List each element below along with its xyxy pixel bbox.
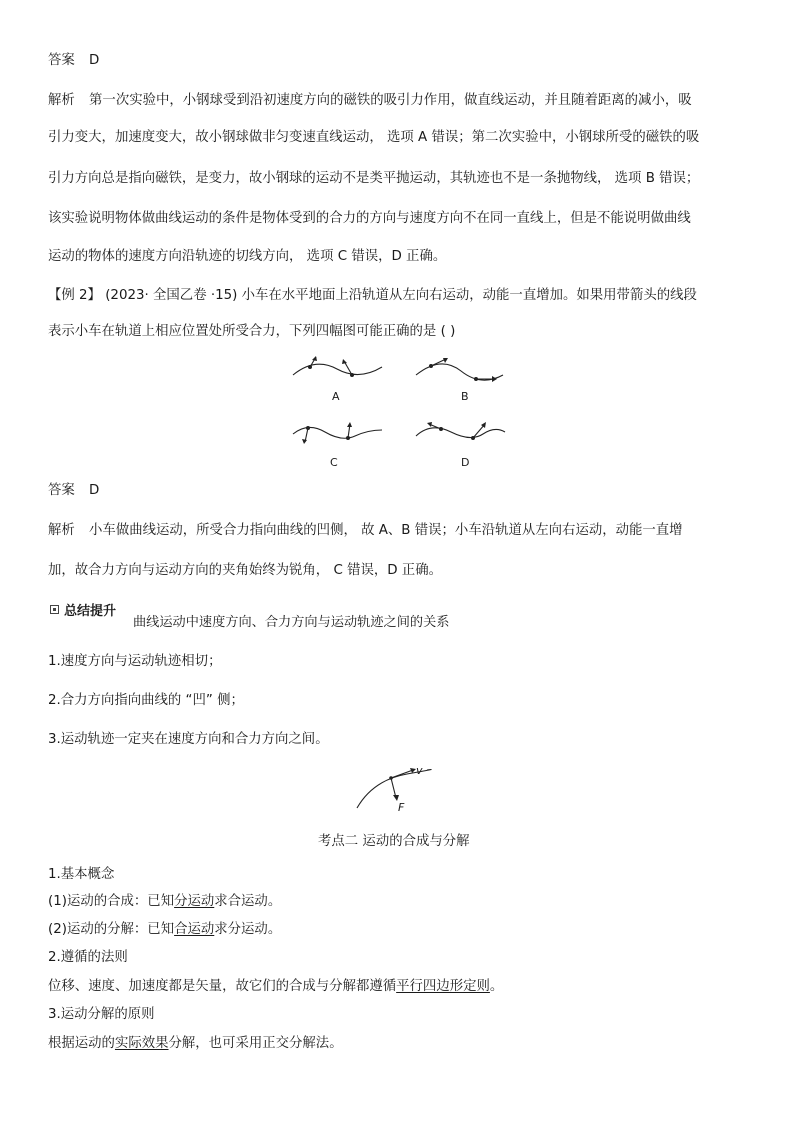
analysis-1-line-2: 引力变大，加速度变大，故小钢球做非匀变速直线运动， 选项 A 错误；第二次实验中，小钢球所受的磁铁的吸 (48, 130, 700, 145)
analysis-text: 小车做曲线运动，所受合力指向曲线的凹侧， 故 A、B 错误；小车沿轨道从左向右运动，动能一直增 (89, 523, 683, 538)
analysis-1-line-4: 该实验说明物体做曲线运动的条件是物体受到的合力的方向与速度方向不在同一直线上，但是不能说明做曲线 (48, 211, 691, 226)
summary-item-3: 3.运动轨迹一定夹在速度方向和合力方向之间。 (48, 732, 329, 747)
velocity-force-diagram (355, 762, 435, 812)
answer-label: 答案 (48, 483, 75, 498)
figure-label-c: C (330, 456, 338, 469)
figure-c (290, 420, 385, 450)
analysis-1-line-3: 引力方向总是指向磁铁，是变力，故小钢球的运动不是类平抛运动，其轨迹也不是一条抛物线， 选项 B 错误； (48, 171, 700, 186)
summary-title: 曲线运动中速度方向、合力方向与运动轨迹之间的关系 (133, 615, 450, 630)
answer-label: 答案 (48, 53, 75, 68)
text: (1)运动的合成：已知 (48, 894, 175, 909)
summary-item-1: 1.速度方向与运动轨迹相切； (48, 654, 222, 669)
text: 求合运动。 (214, 894, 282, 909)
principle-title: 3.运动分解的原则 (48, 1007, 155, 1022)
text: 求分运动。 (214, 922, 282, 937)
analysis-label: 解析 (48, 523, 75, 538)
velocity-label: v (416, 764, 423, 777)
underlined-term: 合运动 (174, 922, 215, 937)
section-heading: 考点二 运动的合成与分解 (318, 834, 470, 849)
analysis-2-line-1 (48, 522, 683, 540)
rules-line (48, 978, 503, 996)
example-2-line-1: 【例 2】 (2023· 全国乙卷 ·15) 小车在水平地面上沿轨道从左向右运动，动能一直增加。如果用带箭头的线段 (48, 288, 697, 303)
text: 分解，也可采用正交分解法。 (168, 1036, 343, 1051)
text: 位移、速度、加速度都是矢量，故它们的合成与分解都遵循 (48, 979, 397, 994)
figure-a (290, 355, 385, 385)
decomposition-line (48, 921, 281, 939)
example-2-line-2: 表示小车在轨道上相应位置处所受合力，下列四幅图可能正确的是 ( ) (48, 324, 456, 339)
analysis-2-line-2: 加，故合力方向与运动方向的夹角始终为锐角， C 错误，D 正确。 (48, 563, 442, 578)
underlined-term: 分运动 (174, 894, 215, 909)
summary-label: 总结提升 (64, 604, 117, 619)
analysis-1-line-1 (48, 92, 692, 110)
text: (2)运动的分解：已知 (48, 922, 175, 937)
force-label: F (398, 801, 405, 814)
figure-label-d: D (461, 456, 470, 469)
summary-item-2: 2.合力方向指向曲线的 “凹” 侧； (48, 693, 244, 708)
figure-label-b: B (461, 390, 469, 403)
basic-concepts: 1.基本概念 (48, 867, 115, 882)
composition-line (48, 893, 281, 911)
answer-value: D (89, 53, 100, 68)
answer-1 (48, 52, 99, 70)
underlined-term: 平行四边形定则 (396, 979, 490, 994)
figure-d (413, 420, 508, 450)
text: 根据运动的 (48, 1036, 115, 1051)
underlined-term: 实际效果 (114, 1036, 169, 1051)
answer-value: D (89, 483, 100, 498)
analysis-label: 解析 (48, 93, 75, 108)
text: 。 (489, 979, 504, 994)
principle-line (48, 1035, 343, 1053)
analysis-text: 第一次实验中，小钢球受到沿初速度方向的磁铁的吸引力作用，做直线运动，并且随着距离的减小，吸 (89, 93, 692, 108)
figure-b (413, 355, 508, 385)
analysis-1-line-5: 运动的物体的速度方向沿轨迹的切线方向， 选项 C 错误，D 正确。 (48, 249, 447, 264)
rules-title: 2.遵循的法则 (48, 950, 128, 965)
answer-2 (48, 482, 99, 500)
figure-label-a: A (332, 390, 340, 403)
summary-icon (50, 605, 59, 614)
